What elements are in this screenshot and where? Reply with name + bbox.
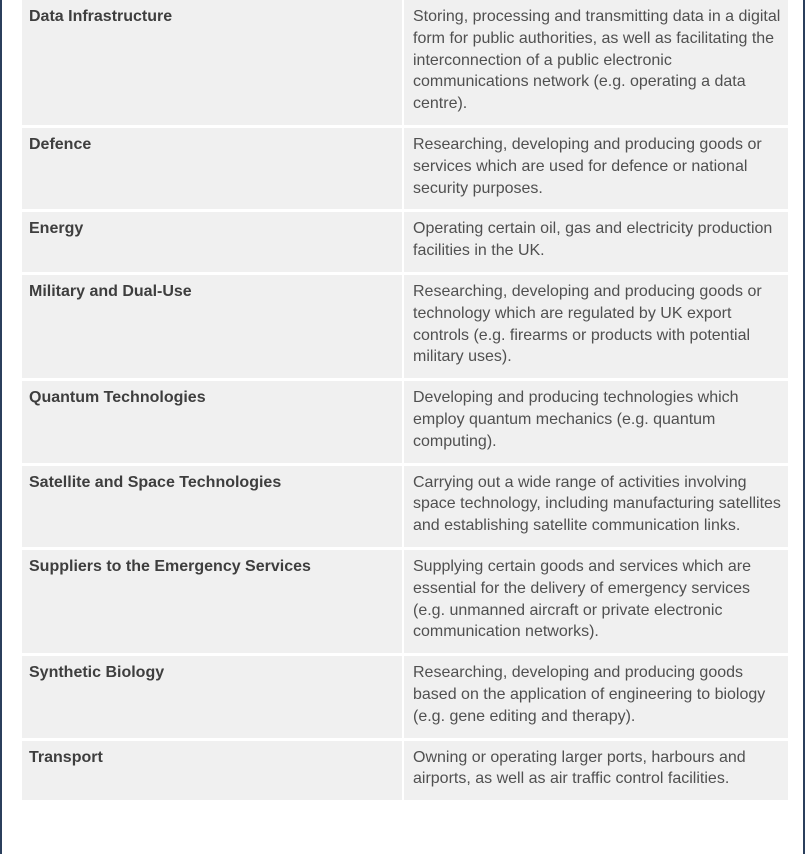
sector-description: Researching, developing and producing goods based on the application of engineering to biology (e.g. gene editing and therapy). bbox=[404, 656, 788, 740]
sector-name: Data Infrastructure bbox=[22, 0, 404, 128]
sector-table bbox=[22, 0, 788, 803]
sector-name: Energy bbox=[22, 212, 404, 275]
sector-description: Owning or operating larger ports, harbours and airports, as well as air traffic control facilities. bbox=[404, 741, 788, 804]
table-row bbox=[22, 128, 788, 212]
sector-name: Quantum Technologies bbox=[22, 381, 404, 465]
table-row bbox=[22, 550, 788, 656]
table-row bbox=[22, 656, 788, 740]
table-row bbox=[22, 466, 788, 550]
table-row bbox=[22, 381, 788, 465]
sector-description: Researching, developing and producing goods or services which are used for defence or national security purposes. bbox=[404, 128, 788, 212]
sector-description: Researching, developing and producing goods or technology which are regulated by UK export controls (e.g. firearms or products with potential military uses). bbox=[404, 275, 788, 381]
sector-description: Supplying certain goods and services which are essential for the delivery of emergency services (e.g. unmanned aircraft or private electronic communication networks). bbox=[404, 550, 788, 656]
sector-name: Suppliers to the Emergency Services bbox=[22, 550, 404, 656]
sector-description: Operating certain oil, gas and electricity production facilities in the UK. bbox=[404, 212, 788, 275]
sector-description: Storing, processing and transmitting data in a digital form for public authorities, as well as facilitating the interconnection of a public electronic communications network (e.g. operating a data centre). bbox=[404, 0, 788, 128]
table-row bbox=[22, 212, 788, 275]
sector-name: Synthetic Biology bbox=[22, 656, 404, 740]
sector-name: Defence bbox=[22, 128, 404, 212]
sector-name: Military and Dual-Use bbox=[22, 275, 404, 381]
table-row bbox=[22, 0, 788, 128]
sector-name: Satellite and Space Technologies bbox=[22, 466, 404, 550]
sector-name: Transport bbox=[22, 741, 404, 804]
table-row bbox=[22, 741, 788, 804]
table-row bbox=[22, 275, 788, 381]
sector-description: Developing and producing technologies which employ quantum mechanics (e.g. quantum computing). bbox=[404, 381, 788, 465]
sector-description: Carrying out a wide range of activities involving space technology, including manufacturing satellites and establishing satellite communication links. bbox=[404, 466, 788, 550]
